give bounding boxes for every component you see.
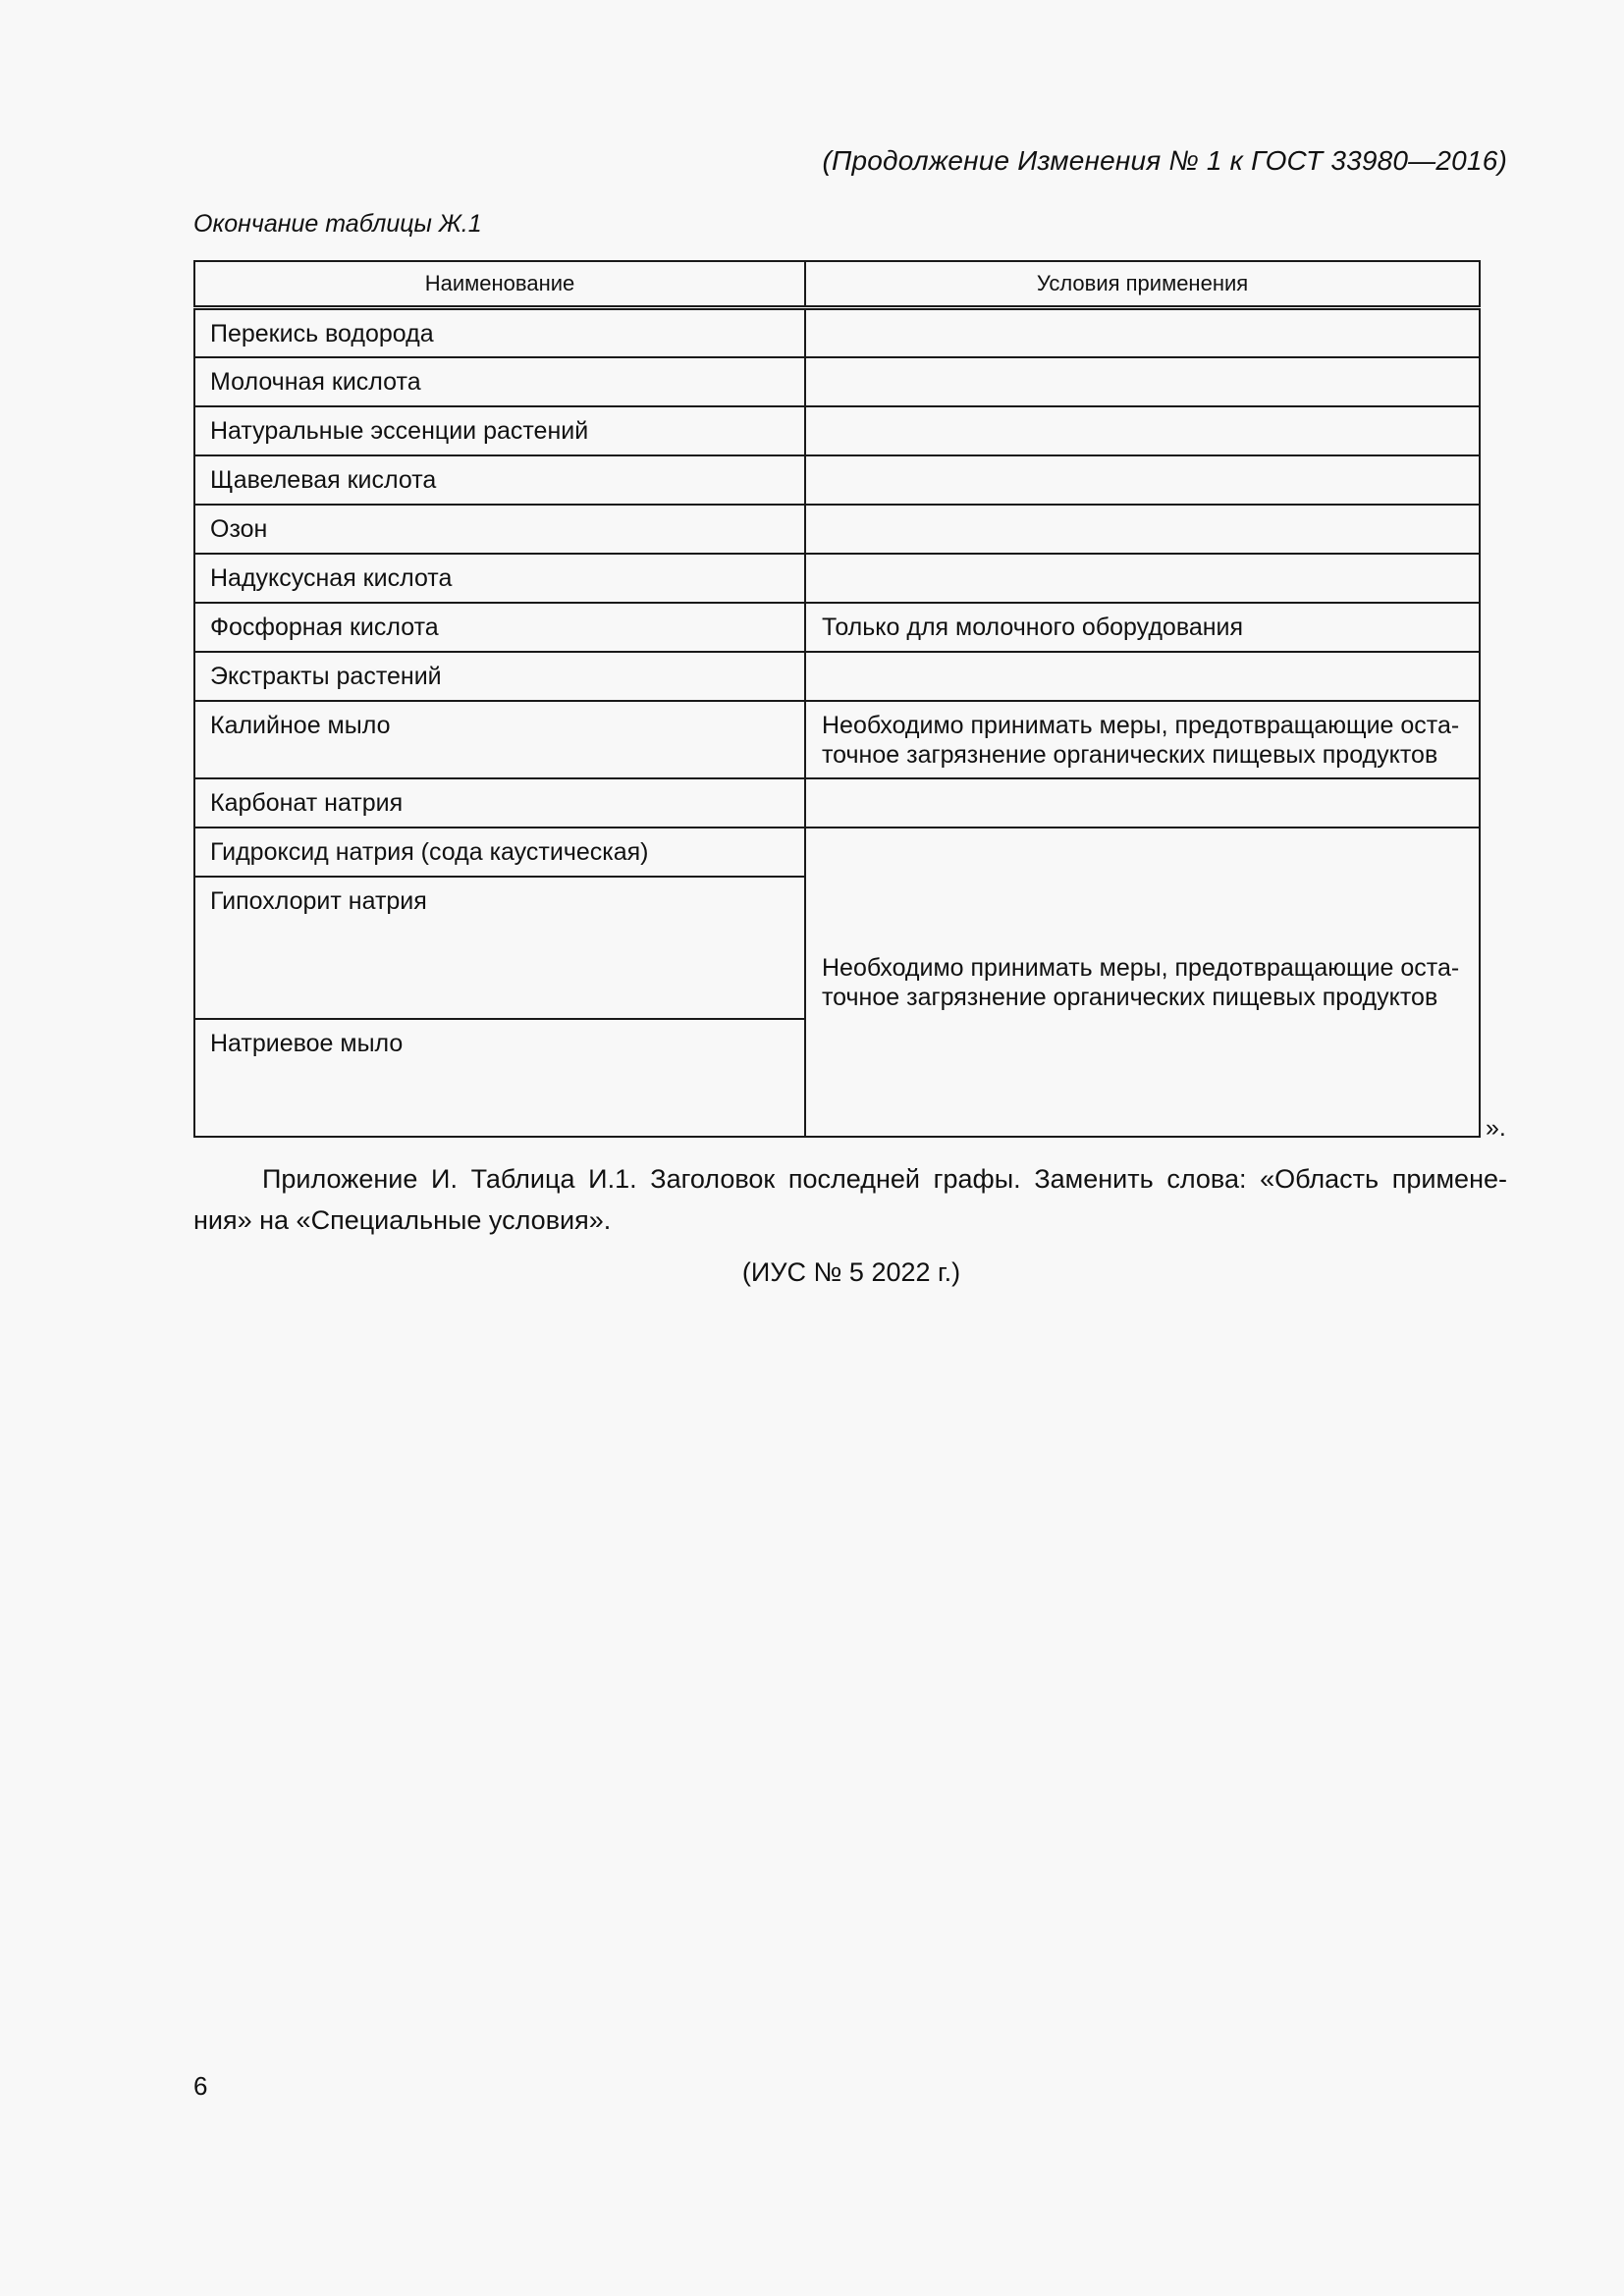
cell-name: Перекись водорода bbox=[194, 307, 805, 357]
table-row bbox=[194, 357, 1480, 406]
note-line: Приложение И. Таблица И.1. Заголовок последней графы. Заменить слова: «Область примене- bbox=[262, 1164, 1507, 1194]
table-row bbox=[194, 455, 1480, 505]
table-row bbox=[194, 505, 1480, 554]
table-row bbox=[194, 307, 1480, 357]
table-caption: Окончание таблицы Ж.1 bbox=[193, 210, 482, 238]
cell-condition bbox=[805, 652, 1480, 701]
cell-name: Калийное мыло bbox=[194, 701, 805, 778]
table-row bbox=[194, 406, 1480, 455]
cell-condition: Только для молочного оборудования bbox=[805, 603, 1480, 652]
closing-quote: ». bbox=[1486, 1114, 1506, 1142]
source-reference: (ИУС № 5 2022 г.) bbox=[741, 1257, 961, 1287]
table-row bbox=[194, 554, 1480, 603]
cell-condition bbox=[805, 554, 1480, 603]
table-row bbox=[194, 603, 1480, 652]
page-number: 6 bbox=[193, 2071, 208, 2101]
cell-name: Гипохлорит натрия bbox=[194, 877, 805, 1019]
cell-condition bbox=[805, 406, 1480, 455]
amendment-note bbox=[193, 1158, 1507, 1241]
cell-name: Надуксусная кислота bbox=[194, 554, 805, 603]
table-row bbox=[194, 828, 1480, 877]
cell-name: Экстракты растений bbox=[194, 652, 805, 701]
table-row bbox=[194, 701, 1480, 778]
cell-name: Натриевое мыло bbox=[194, 1019, 805, 1137]
cell-condition bbox=[805, 357, 1480, 406]
cell-name: Гидроксид натрия (сода каустическая) bbox=[194, 828, 805, 877]
cell-name: Фосфорная кислота bbox=[194, 603, 805, 652]
cell-condition bbox=[805, 701, 1480, 778]
substances-table bbox=[193, 260, 1481, 1138]
cell-name: Щавелевая кислота bbox=[194, 455, 805, 505]
cell-name: Натуральные эссенции растений bbox=[194, 406, 805, 455]
cell-condition bbox=[805, 307, 1480, 357]
header-conditions: Условия применения bbox=[805, 261, 1480, 307]
table-row bbox=[194, 652, 1480, 701]
condition-line: Необходимо принимать меры, предотвращающие оста- bbox=[822, 711, 1460, 739]
table-header-row bbox=[194, 261, 1480, 307]
header-name: Наименование bbox=[194, 261, 805, 307]
cell-condition-merged bbox=[805, 828, 1480, 1137]
table-row bbox=[194, 778, 1480, 828]
cell-name: Озон bbox=[194, 505, 805, 554]
condition-line: точное загрязнение органических пищевых продуктов bbox=[822, 983, 1438, 1011]
running-head: (Продолжение Изменения № 1 к ГОСТ 33980—2016) bbox=[822, 145, 1507, 176]
note-line: ния» на «Специальные условия». bbox=[193, 1205, 612, 1235]
cell-condition bbox=[805, 505, 1480, 554]
cell-condition bbox=[805, 455, 1480, 505]
cell-condition bbox=[805, 778, 1480, 828]
cell-name: Карбонат натрия bbox=[194, 778, 805, 828]
condition-line: Необходимо принимать меры, предотвращающие оста- bbox=[822, 953, 1460, 982]
cell-name: Молочная кислота bbox=[194, 357, 805, 406]
condition-line: точное загрязнение органических пищевых продуктов bbox=[822, 740, 1438, 769]
